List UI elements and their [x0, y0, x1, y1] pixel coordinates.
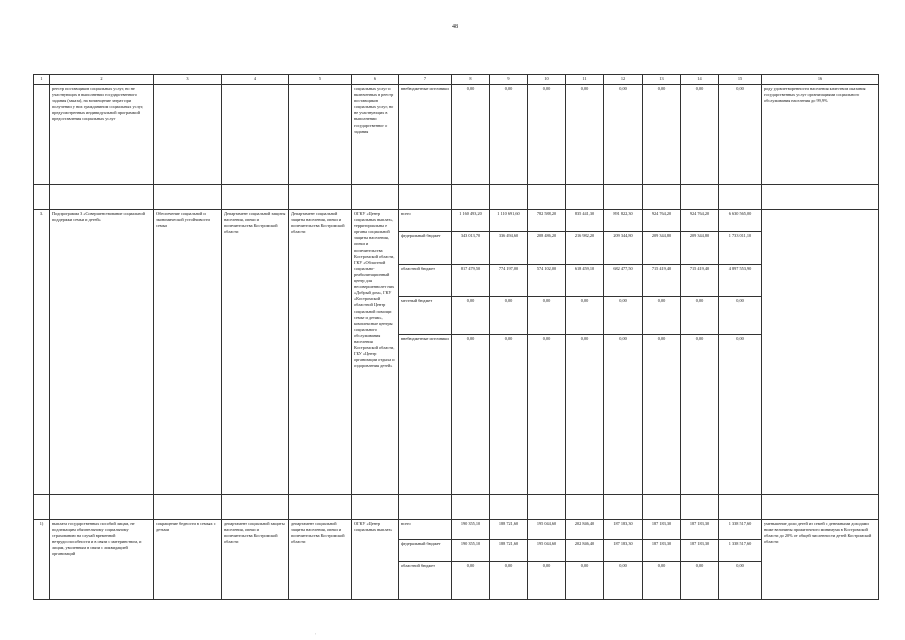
value-cell: 190 355,10: [452, 540, 490, 562]
value-cell: 574 102,00: [528, 265, 566, 297]
column-number-row: [34, 75, 879, 85]
value-cell: 0,00: [604, 297, 643, 335]
col-num: 7: [399, 75, 452, 85]
value-cell: 6 630 565,00: [719, 210, 762, 232]
value-cell: 1 733 011,10: [719, 232, 762, 265]
expected-result: роду удовлетворенности населения качеством оказания государственных услуг организациями социального обслуживания населения до 99,9%: [762, 85, 879, 185]
value-cell: 0,00: [490, 335, 528, 495]
executor: ОГКУ «Центр социальных выплат», территориальны е органы социальной защиты населения, опеки и попечительства Костромской области, ГКУ «Областной социально-реабилитационный центр для несовершеннолет них «Добрый дом», ГКУ «Костромской областной Центр социальной помощи семье и детям», комплексные центры социального обслуживания населения Костромской области, ГБУ «Центр организации отдыха и оздоровления детей»: [352, 210, 399, 495]
value-cell: 0,00: [528, 85, 566, 185]
value-cell: 208 486,20: [528, 232, 566, 265]
value-cell: 202 846,40: [566, 540, 604, 562]
value-cell: 188 721,60: [490, 520, 528, 540]
funding-source: внебюджетные источники: [399, 335, 452, 495]
value-cell: 0,00: [719, 297, 762, 335]
value-cell: 0,00: [643, 562, 681, 600]
col-num: 13: [643, 75, 681, 85]
value-cell: 4 897 553,90: [719, 265, 762, 297]
value-cell: 216 982,20: [566, 232, 604, 265]
value-cell: 343 013,70: [452, 232, 490, 265]
funding-source: внебюджетные источники: [399, 85, 452, 185]
table-row: [34, 85, 879, 185]
col-num: 4: [222, 75, 289, 85]
activity-name: реестр поставщиков социальных услуг, но не участвующих в выполнении государственного задания (заказа), на возмещение затрат при получении у них гражданином социальных услуг, предусмотренных индивидуальной программой предоставления социальных услуг: [50, 85, 154, 185]
col-num: 15: [719, 75, 762, 85]
coexecutor: департамент социальной защиты населения, опеки и попечительства Костромской области: [289, 520, 352, 600]
value-cell: 0,00: [490, 85, 528, 185]
value-cell: 0,00: [681, 335, 719, 495]
value-cell: 0,00: [604, 562, 643, 600]
value-cell: 0,00: [719, 562, 762, 600]
row-number: 3.: [34, 210, 50, 495]
value-cell: 1 110 691,60: [490, 210, 528, 232]
responsible: Департамент социальной защиты населения, опеки и попечительства Костромской области: [222, 210, 289, 495]
value-cell: 817 479,50: [452, 265, 490, 297]
col-num: 5: [289, 75, 352, 85]
value-cell: 0,00: [452, 335, 490, 495]
value-cell: 835 441,30: [566, 210, 604, 232]
value-cell: 0,00: [681, 562, 719, 600]
value-cell: 0,00: [643, 85, 681, 185]
row-number: 1): [34, 520, 50, 600]
value-cell: 187 183,30: [604, 520, 643, 540]
table-row: [34, 520, 879, 540]
value-cell: 202 846,40: [566, 520, 604, 540]
col-num: 8: [452, 75, 490, 85]
value-cell: 0,00: [452, 562, 490, 600]
funding-source: всего: [399, 210, 452, 232]
value-cell: 190 355,10: [452, 520, 490, 540]
value-cell: 0,00: [604, 85, 643, 185]
value-cell: 0,00: [452, 297, 490, 335]
value-cell: 715 419,40: [681, 265, 719, 297]
value-cell: 1 338 517,60: [719, 540, 762, 562]
value-cell: 187 183,30: [604, 540, 643, 562]
col-num: 9: [490, 75, 528, 85]
value-cell: 774 197,00: [490, 265, 528, 297]
value-cell: 209 344,80: [643, 232, 681, 265]
funding-source: федеральный бюджет: [399, 232, 452, 265]
col-num: 1: [34, 75, 50, 85]
value-cell: 618 459,10: [566, 265, 604, 297]
funding-source: местный бюджет: [399, 297, 452, 335]
value-cell: 0,00: [719, 85, 762, 185]
value-cell: 195 044,60: [528, 540, 566, 562]
subprogram-name: Подпрограмма 3 «Совершенствование социальной поддержки семьи и детей»: [50, 210, 154, 495]
executor: социальных услуг и включенных в реестр поставщиков социальных услуг, но не участвующих в выполнении государственног о задания: [352, 85, 399, 185]
value-cell: 1 338 517,60: [719, 520, 762, 540]
value-cell: 0,00: [452, 85, 490, 185]
value-cell: 0,00: [604, 335, 643, 495]
col-num: 3: [154, 75, 222, 85]
separator-row: [34, 185, 879, 210]
value-cell: 0,00: [490, 562, 528, 600]
value-cell: 0,00: [643, 335, 681, 495]
value-cell: 209 344,80: [681, 232, 719, 265]
table-row: [34, 210, 879, 232]
value-cell: 0,00: [490, 297, 528, 335]
funding-source: областной бюджет: [399, 265, 452, 297]
executor: ОГКУ «Центр социальных выплат»: [352, 520, 399, 600]
value-cell: 891 822,30: [604, 210, 643, 232]
value-cell: 1 160 493,20: [452, 210, 490, 232]
value-cell: 682 477,50: [604, 265, 643, 297]
value-cell: 209 344,80: [604, 232, 643, 265]
value-cell: 924 764,20: [643, 210, 681, 232]
value-cell: 924 764,20: [681, 210, 719, 232]
activity-name: выплата государственных пособий лицам, не подлежащим обязательному социальному страхованию на случай временной нетрудоспособности и в связи с материнством, и лицам, уволенным в связи с ликвидацией организаций: [50, 520, 154, 600]
value-cell: 0,00: [719, 335, 762, 495]
value-cell: 187 183,30: [681, 540, 719, 562]
funding-source: областной бюджет: [399, 562, 452, 600]
scan-mark: ,: [315, 630, 316, 635]
value-cell: 0,00: [566, 562, 604, 600]
value-cell: 336 494,60: [490, 232, 528, 265]
funding-source: всего: [399, 520, 452, 540]
col-num: 12: [604, 75, 643, 85]
value-cell: 0,00: [681, 297, 719, 335]
col-num: 2: [50, 75, 154, 85]
value-cell: 0,00: [566, 85, 604, 185]
value-cell: 0,00: [643, 297, 681, 335]
page-number: 48: [452, 24, 458, 30]
program-table: [33, 74, 879, 600]
goal: сокращение бедности в семьях с детьми: [154, 520, 222, 600]
value-cell: 0,00: [528, 335, 566, 495]
col-num: 16: [762, 75, 879, 85]
value-cell: 0,00: [528, 562, 566, 600]
value-cell: 187 183,30: [643, 520, 681, 540]
col-num: 14: [681, 75, 719, 85]
responsible: департамент социальной защиты населения, опеки и попечительства Костромской области: [222, 520, 289, 600]
value-cell: 0,00: [681, 85, 719, 185]
value-cell: 188 721,60: [490, 540, 528, 562]
coexecutor: Департамент социальной защиты населения, опеки и попечительства Костромской области: [289, 210, 352, 495]
value-cell: 0,00: [528, 297, 566, 335]
col-num: 6: [352, 75, 399, 85]
value-cell: 187 183,30: [643, 540, 681, 562]
funding-source: федеральный бюджет: [399, 540, 452, 562]
col-num: 11: [566, 75, 604, 85]
value-cell: 0,00: [566, 335, 604, 495]
col-num: 10: [528, 75, 566, 85]
value-cell: 715 419,40: [643, 265, 681, 297]
value-cell: 195 044,60: [528, 520, 566, 540]
separator-row: [34, 495, 879, 520]
value-cell: 0,00: [566, 297, 604, 335]
expected-result: уменьшение доли детей из семей с денежными доходами ниже величины прожиточного минимума в Костромской области до 20% от общей численности детей Костромской области: [762, 520, 879, 600]
value-cell: 782 588,20: [528, 210, 566, 232]
goal: Обеспечение социальной и экономической устойчивости семьи: [154, 210, 222, 495]
value-cell: 187 183,30: [681, 520, 719, 540]
